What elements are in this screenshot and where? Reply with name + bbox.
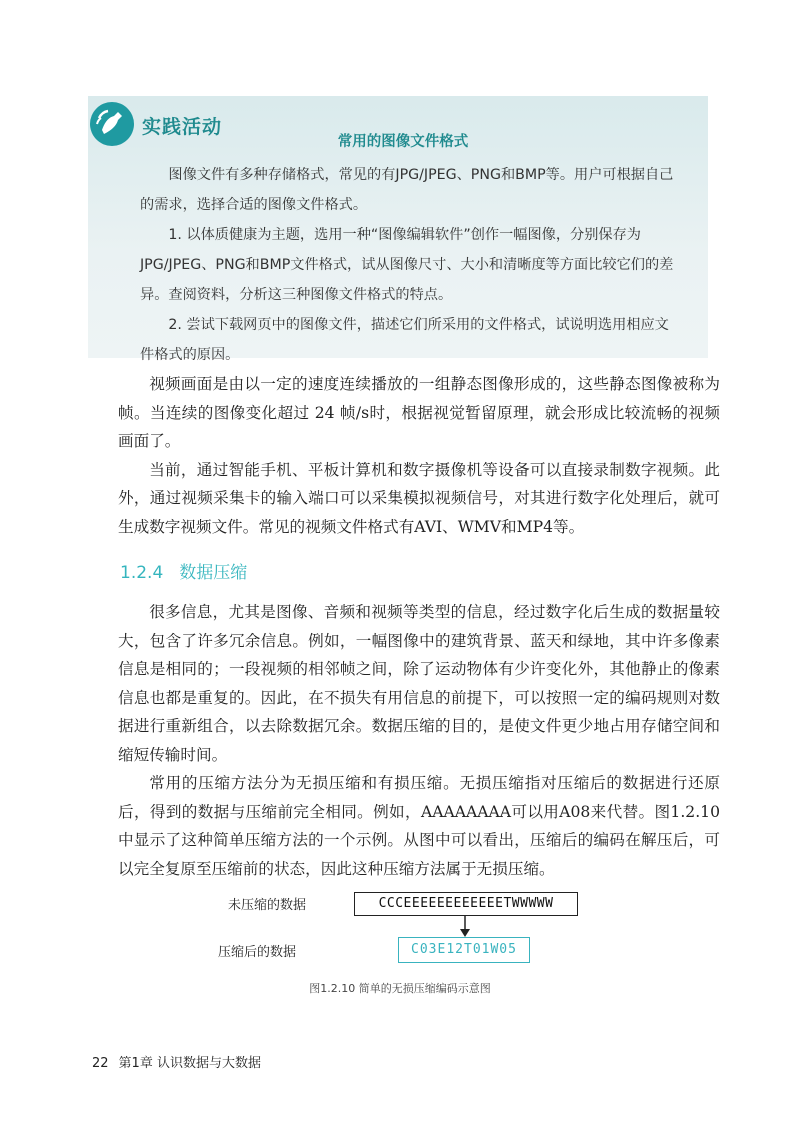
section-number: 1.2.4 xyxy=(120,563,164,583)
practice-activity-text xyxy=(140,160,680,370)
down-arrow-icon xyxy=(458,916,472,938)
section-title: 数据压缩 xyxy=(179,563,248,583)
raw-data-label: 未压缩的数据 xyxy=(228,898,307,913)
body-paragraph: 很多信息，尤其是图像、音频和视频等类型的信息，经过数字化后生成的数据量较大，包含了许多冗余信息。例如，一幅图像中的建筑背景、蓝天和绿地，其中许多像素信息是相同的；一段视频的相邻帧之间，除了运动物体有少许变化外，其他静止的像素信息也都是重复的。因此，在不损失有用信息的前提下，可以按照一定的编码规则对数据进行重新组合，以去除数据冗余。数据压缩的目的，是使文件更少地占用存储空间和缩短传输时间。 xyxy=(118,603,720,764)
activity-paragraph: 1. 以体质健康为主题，选用一种“图像编辑软件”创作一幅图像，分别保存为JPG/JPEG、PNG和BMP文件格式，试从图像尺寸、大小和清晰度等方面比较它们的差异。查阅资料，分析这三种图像文件格式的特点。 xyxy=(140,227,674,303)
body-paragraph: 当前，通过智能手机、平板计算机和数字摄像机等设备可以直接录制数字视频。此外，通过视频采集卡的输入端口可以采集模拟视频信号，对其进行数字化处理后，就可生成数字视频文件。常见的视频文件格式有AVI、WMV和MP4等。 xyxy=(118,460,720,536)
raw-data-box: CCCEEEEEEEEEEEETWWWWW xyxy=(354,892,578,916)
body-paragraph: 视频画面是由以一定的速度连续播放的一组静态图像形成的，这些静态图像被称为帧。当连续的图像变化超过 24 帧/s时，根据视觉暂留原理，就会形成比较流畅的视频画面了。 xyxy=(118,375,720,450)
chapter-title: 第1章 认识数据与大数据 xyxy=(118,1056,261,1071)
video-text xyxy=(118,370,720,541)
compressed-data-label: 压缩后的数据 xyxy=(218,945,297,960)
page-footer xyxy=(92,1052,261,1071)
compression-text xyxy=(118,598,720,883)
practice-activity-title: 实践活动 xyxy=(142,116,223,138)
activity-paragraph: 2. 尝试下载网页中的图像文件，描述它们所采用的文件格式，试说明选用相应文件格式的原因。 xyxy=(140,317,669,363)
practice-activity-badge-icon xyxy=(88,100,136,148)
figure-caption: 图1.2.10 简单的无损压缩编码示意图 xyxy=(309,982,491,995)
page-number: 22 xyxy=(92,1056,109,1071)
compressed-data-box: C03E12T01W05 xyxy=(398,937,530,963)
body-paragraph: 常用的压缩方法分为无损压缩和有损压缩。无损压缩指对压缩后的数据进行还原后，得到的数据与压缩前完全相同。例如，AAAAAAAA可以用A08来代替。图1.2.10中显示了这种简单压缩方法的一个示例。从图中可以看出，压缩后的编码在解压后，可以完全复原至压缩前的状态，因此这种压缩方法属于无损压缩。 xyxy=(118,774,720,878)
section-heading xyxy=(120,558,247,583)
activity-paragraph: 图像文件有多种存储格式，常见的有JPG/JPEG、PNG和BMP等。用户可根据自己的需求，选择合适的图像文件格式。 xyxy=(140,167,674,213)
practice-activity-subtitle: 常用的图像文件格式 xyxy=(337,134,469,150)
